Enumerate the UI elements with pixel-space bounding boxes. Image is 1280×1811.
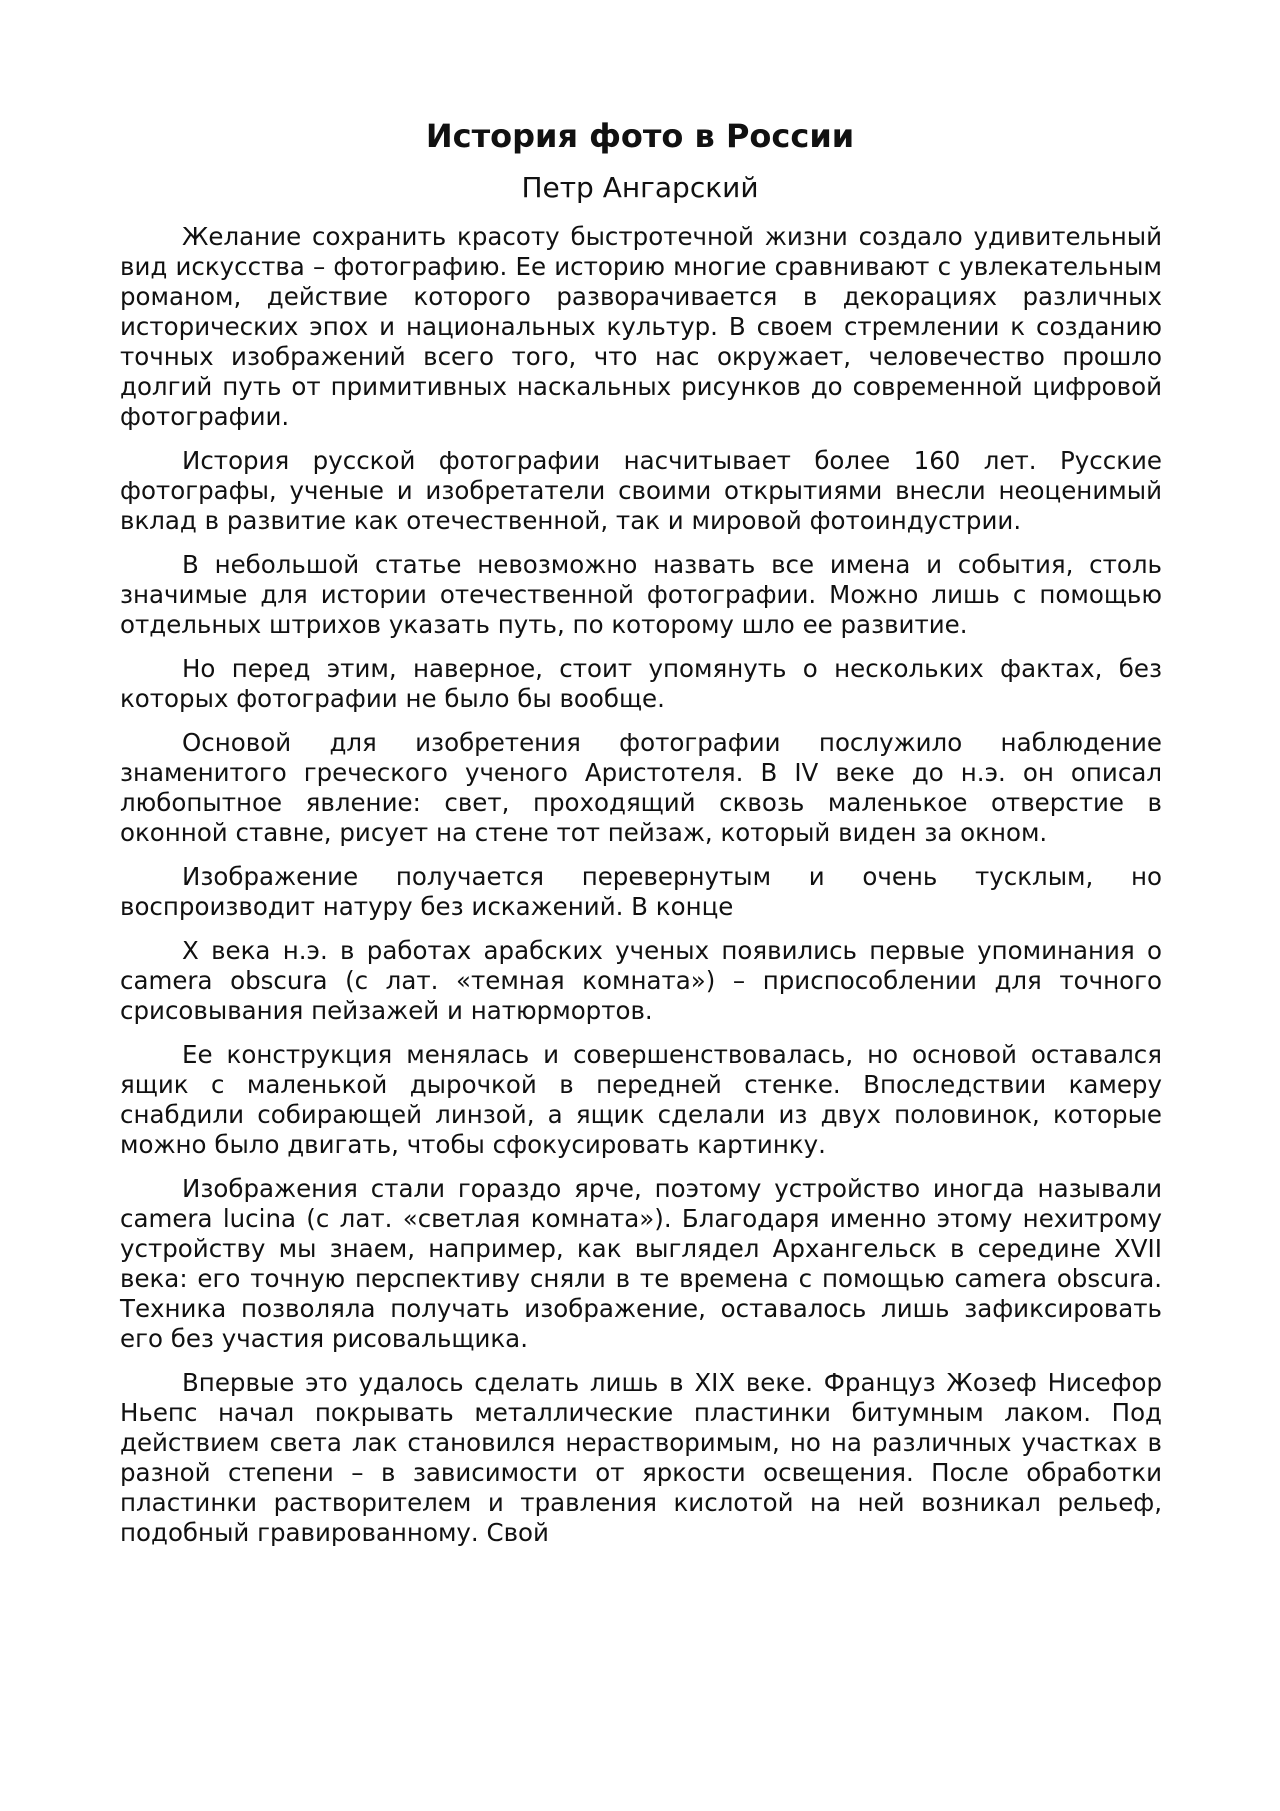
author-name: Петр Ангарский [521,171,759,204]
page-title: История фото в России [425,117,855,155]
paragraph: Впервые это удалось сделать лишь в XIX веке. Француз Жозеф Нисефор Ньепс начал покрывать металлические пластинки битумным лаком. Под действием света лак становился нерастворимым, но на различных участках в разной степени – в зависимости от яркости освещения. После обработки пластинки растворителем и травления кислотой на ней возникал рельеф, подобный гравированному. Свой [120,1368,1162,1547]
paragraph: Но перед этим, наверное, стоит упомянуть о нескольких фактах, без которых фотографии не было бы вообще. [120,654,1162,713]
paragraph: Желание сохранить красоту быстротечной жизни создало удивительный вид искусства – фотографию. Ее историю многие сравнивают с увлекательным романом, действие которого разворачивается в декорациях различных исторических эпох и национальных культур. В своем стремлении к созданию точных изображений всего того, что нас окружает, человечество прошло долгий путь от примитивных наскальных рисунков до современной цифровой фотографии. [120,222,1162,431]
paragraph: Изображения стали гораздо ярче, поэтому устройство иногда называли camera lucina (с лат. «светлая комната»). Благодаря именно этому нехитрому устройству мы знаем, например, как выглядел Архангельск в середине XVII века: его точную перспективу сняли в те времена с помощью camera obscura. Техника позволяла получать изображение, оставалось лишь зафиксировать его без участия рисовальщика. [120,1174,1162,1353]
paragraph: Основой для изобретения фотографии послужило наблюдение знаменитого греческого ученого Аристотеля. В IV веке до н.э. он описал любопытное явление: свет, проходящий сквозь маленькое отверстие в оконной ставне, рисует на стене тот пейзаж, который виден за окном. [120,728,1162,847]
article-body [120,222,1162,1562]
paragraph: История русской фотографии насчитывает более 160 лет. Русские фотографы, ученые и изобретатели своими открытиями внесли неоценимый вклад в развитие как отечественной, так и мировой фотоиндустрии. [120,446,1162,535]
paragraph: Ее конструкция менялась и совершенствовалась, но основой оставался ящик с маленькой дырочкой в передней стенке. Впоследствии камеру снабдили собирающей линзой, а ящик сделали из двух половинок, которые можно было двигать, чтобы сфокусировать картинку. [120,1040,1162,1159]
paragraph: Изображение получается перевернутым и очень тусклым, но воспроизводит натуру без искажений. В конце [120,862,1162,921]
paragraph: В небольшой статье невозможно назвать все имена и события, столь значимые для истории отечественной фотографии. Можно лишь с помощью отдельных штрихов указать путь, по которому шло ее развитие. [120,550,1162,639]
paragraph: X века н.э. в работах арабских ученых появились первые упоминания о camera obscura (с лат. «темная комната») – приспособлении для точного срисовывания пейзажей и натюрмортов. [120,936,1162,1025]
